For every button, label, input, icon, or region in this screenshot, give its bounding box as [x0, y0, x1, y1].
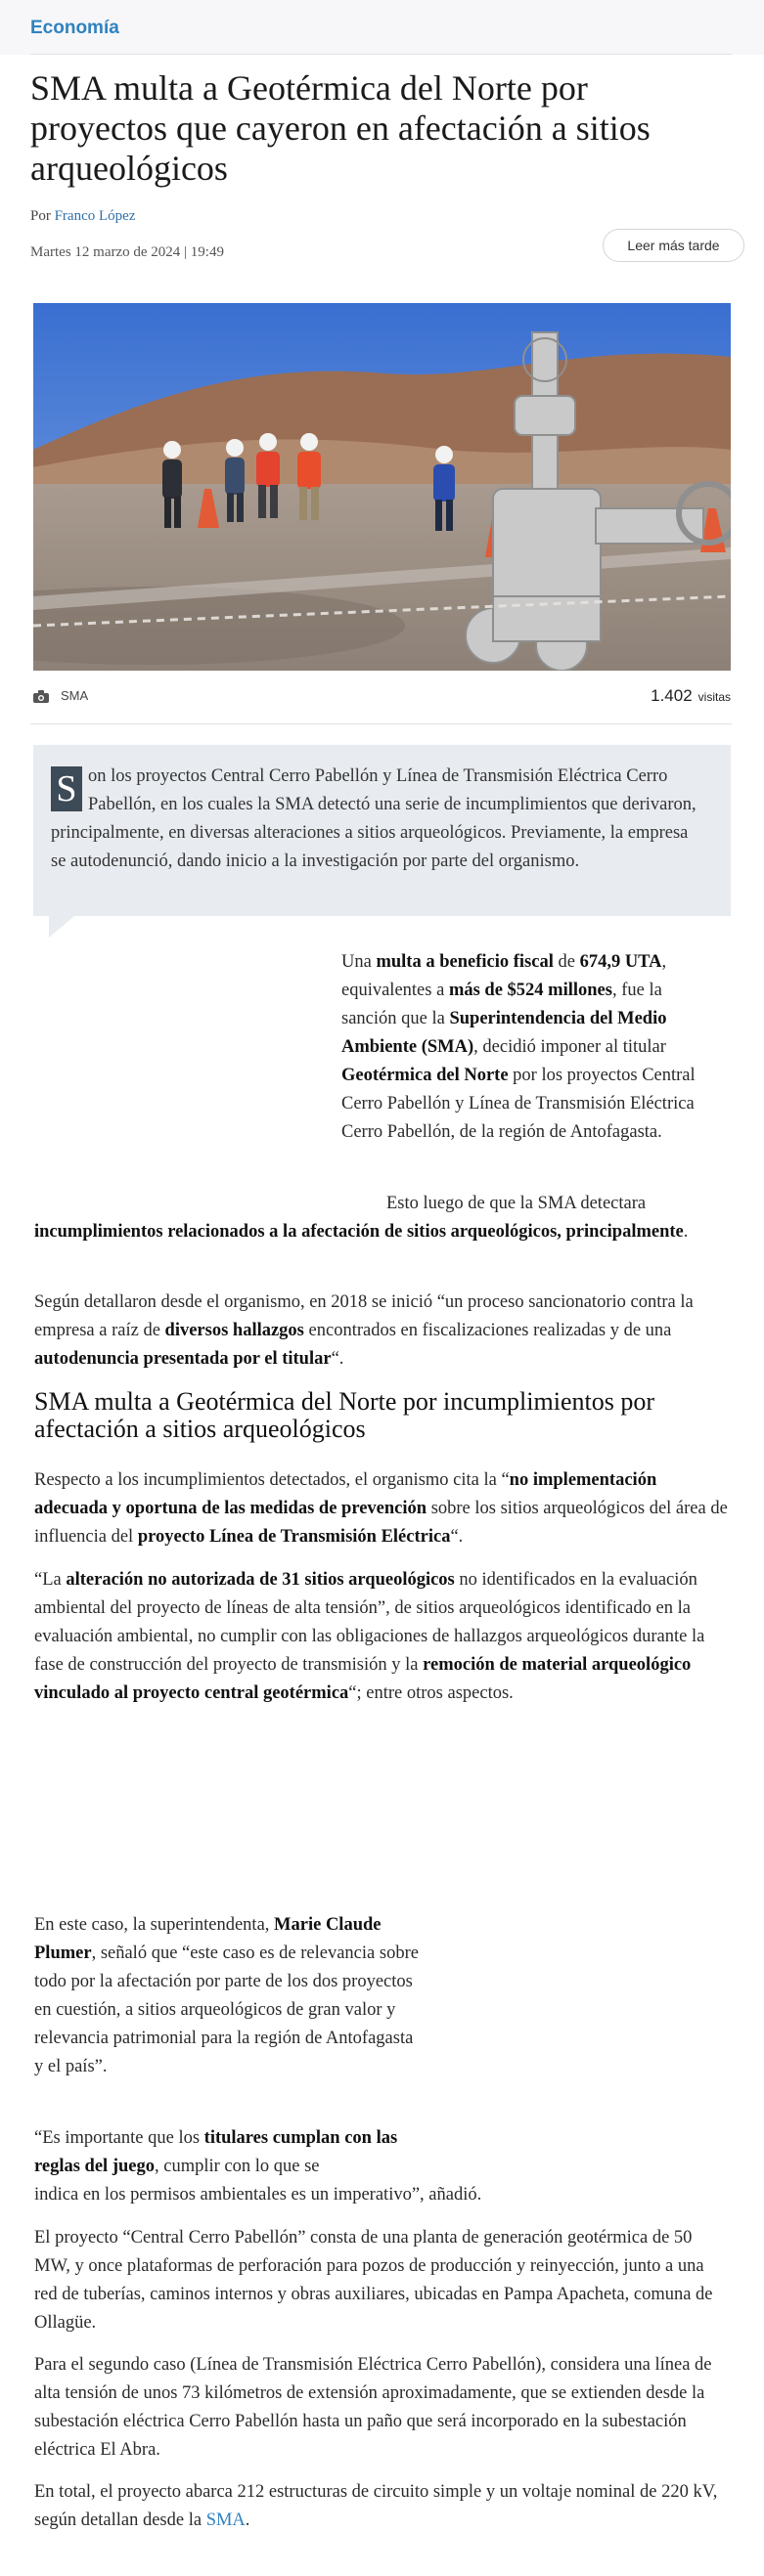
- text-run: “.: [331, 1349, 344, 1369]
- bold-text: alteración no autorizada de 31 sitios arqueológicos: [66, 1570, 455, 1590]
- text-run: , señaló que “este caso es de relevancia sobre todo por la afectación por parte de los dos proyectos en cuestión, a sitios arqueológicos de gran valor y relevancia patrimonial para la región de Antofagasta y el país”.: [34, 1943, 419, 2076]
- photo-credit: SMA: [61, 688, 89, 703]
- text-run: .: [683, 1222, 689, 1242]
- read-later-button[interactable]: Leer más tarde: [603, 229, 744, 262]
- paragraph-9: Para el segundo caso (Línea de Transmisión Eléctrica Cerro Pabellón), considera una línea de alta tensión de unos 73 kilómetros de extensión aproximadamente, que se extienden desde la subestación eléctrica Cerro Pabellón hasta un paño que será incorporado en la subestación eléctrica El Abra.: [34, 2355, 712, 2460]
- sma-link[interactable]: SMA: [205, 2511, 246, 2530]
- paragraph-8: El proyecto “Central Cerro Pabellón” consta de una planta de generación geotérmica de 50 MW, y once plataformas de perforación para pozos de producción y reinyección, junto a una red de tuberías, caminos internos y obras auxiliares, ubicadas en Pampa Apacheta, comuna de Ollagüe.: [34, 2228, 713, 2333]
- publish-date: Martes 12 marzo de 2024 | 19:49: [30, 244, 224, 260]
- text-run: En este caso, la superintendenta,: [34, 1915, 275, 1935]
- category-link[interactable]: Economía: [30, 18, 119, 38]
- text-run: , decidió imponer al titular: [473, 1037, 666, 1057]
- text-run: Según detallaron desde el organismo, en 2018 se inició “un proceso sancionatorio contra la empresa a raíz de: [34, 1292, 694, 1340]
- bold-text: Marie Claude Plumer: [34, 1915, 382, 1963]
- author-link[interactable]: Franco López: [54, 208, 136, 224]
- drop-cap: S: [51, 766, 82, 811]
- bold-text: diversos hallazgos: [164, 1321, 304, 1340]
- text-run: por los proyectos Central Cerro Pabellón y Línea de Transmisión Eléctrica Cerro Pabellón, de la región de Antofagasta.: [341, 1066, 696, 1142]
- text-run: no identificados en la evaluación ambiental del proyecto de líneas de alta tensión”, de sitios arqueológicos identificado en la evaluación ambiental, no cumplir con las obligaciones de hallazgos arqueológicos durante la fase de construcción del proyecto de transmisión y la: [34, 1570, 705, 1675]
- text-run: , fue la sanción que la: [341, 981, 662, 1028]
- bold-text: proyecto Línea de Transmisión Eléctrica: [137, 1527, 451, 1547]
- text-run: sobre los sitios arqueológicos del área de influencia del: [34, 1499, 728, 1547]
- text-run: “La: [34, 1570, 67, 1590]
- photo-caption-row: [33, 684, 731, 710]
- camera-icon: [33, 688, 49, 707]
- bold-text: Geotérmica del Norte: [341, 1066, 509, 1085]
- paragraph-4: [34, 1466, 731, 1551]
- visits-counter: [651, 686, 731, 706]
- paragraph-7-end: indica en los permisos ambientales es un imperativo”, añadió.: [34, 2185, 482, 2205]
- paragraph-2-first-line: Esto luego de que la SMA detectara: [386, 1194, 647, 1213]
- paragraph-10-end: .: [245, 2511, 250, 2530]
- text-run: de: [553, 952, 580, 972]
- text-run: “.: [450, 1527, 464, 1547]
- text-run: “; entre otros aspectos.: [348, 1683, 514, 1703]
- byline: [30, 208, 135, 225]
- bold-text: no implementación adecuada y oportuna de las medidas de prevención: [34, 1470, 657, 1518]
- article-photo: [33, 303, 731, 671]
- paragraph-7: [34, 2124, 426, 2181]
- paragraph-2: [34, 1218, 709, 1246]
- bold-text: 674,9 UTA: [579, 952, 662, 972]
- paragraph-1: [341, 948, 703, 1147]
- paragraph-3: [34, 1288, 719, 1374]
- paragraph-10: [34, 2478, 731, 2535]
- visits-count: 1.402: [651, 686, 693, 705]
- divider: [30, 54, 732, 55]
- paragraph-5: [34, 1566, 731, 1708]
- bold-text: autodenuncia presentada por el titular: [34, 1349, 332, 1369]
- text-run: “Es importante que los: [34, 2128, 204, 2148]
- text-run: Respecto a los incumplimientos detectados, el organismo cita la “: [34, 1470, 510, 1490]
- byline-prefix: Por: [30, 208, 51, 224]
- summary-box: [33, 745, 731, 916]
- section-heading: SMA multa a Geotérmica del Norte por incumplimientos por afectación a sitios arqueológicos: [34, 1387, 654, 1443]
- bold-text: Superintendencia del Medio Ambiente (SMA): [341, 1009, 667, 1057]
- bold-text: multa a beneficio fiscal: [376, 952, 554, 972]
- bold-text: remoción de material arqueológico vinculado al proyecto central geotérmica: [34, 1655, 692, 1703]
- summary-tail: [49, 916, 74, 938]
- visits-label: visitas: [697, 690, 731, 704]
- paragraph-6: [34, 1911, 426, 2081]
- divider: [30, 723, 732, 724]
- paragraph-10-text: En total, el proyecto abarca 212 estructuras de circuito simple y un voltaje nominal de 220 kV, según detallan desde la: [34, 2482, 718, 2530]
- bold-text: más de $524 millones: [448, 981, 612, 1000]
- text-run: , equivalentes a: [341, 952, 667, 1000]
- text-run: encontrados en fiscalizaciones realizadas y de una: [303, 1321, 672, 1340]
- text-run: , cumplir con lo que se: [154, 2157, 320, 2176]
- article-title: SMA multa a Geotérmica del Norte por proyectos que cayeron en afectación a sitios arqueológicos: [30, 68, 651, 188]
- text-run: Una: [341, 952, 377, 972]
- bold-text: incumplimientos relacionados a la afectación de sitios arqueológicos, principalmente: [34, 1222, 684, 1242]
- summary-text: on los proyectos Central Cerro Pabellón y Línea de Transmisión Eléctrica Cerro Pabellón, en los cuales la SMA detectó una serie de incumplimientos que derivaron, principalmente, en diversas alteraciones a sitios arqueológicos. Previamente, la empresa se autodenunció, dando inicio a la investigación por parte del organismo.: [51, 766, 697, 871]
- bold-text: titulares cumplan con las reglas del juego: [34, 2128, 398, 2176]
